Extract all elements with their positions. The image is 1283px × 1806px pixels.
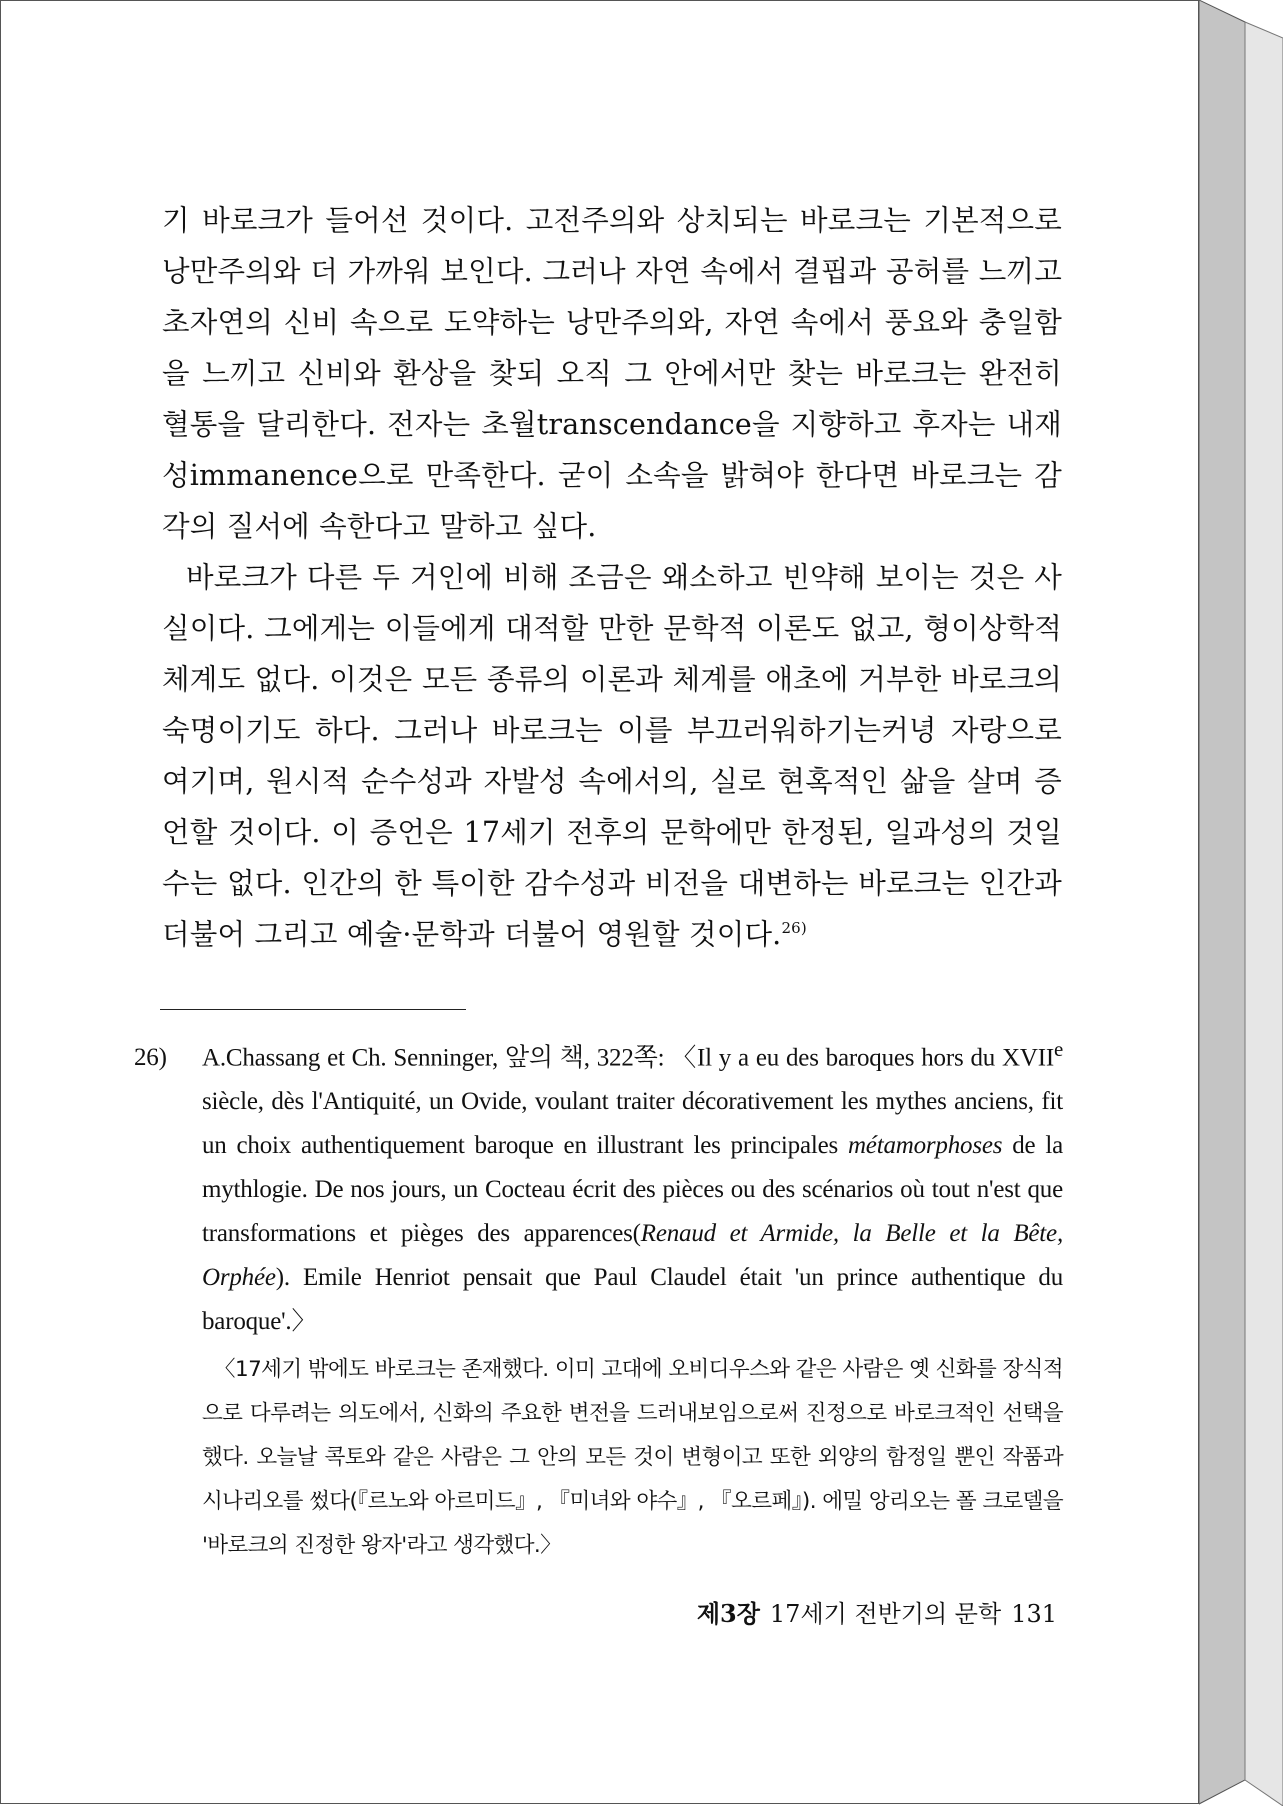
footnote-italic-1: métamorphoses (847, 1132, 1003, 1160)
footnote-text-1: siècle, dès l'Antiquité, un Ovide, voulant traiter décorativement les mythes anciens, fit un choix authentiquement baroque en illustrant les principales (202, 1088, 1063, 1160)
main-body-text (162, 195, 1062, 960)
footer-chapter: 제3장 (696, 1599, 760, 1628)
footnote-french-text (134, 1027, 1063, 1344)
footnote-text-2: de la mythlogie. De nos jours, un Cocteau écrit des pièces ou des scénarios où tout n'est que transformations et pièges des apparences( (202, 1132, 1063, 1248)
footnote-26 (134, 1027, 1063, 1568)
page-number: 131 (1011, 1600, 1057, 1628)
paragraph-1: 기 바로크가 들어선 것이다. 고전주의와 상치되는 바로크는 기본적으로 낭만주의와 더 가까워 보인다. 그러나 자연 속에서 결핍과 공허를 느끼고 초자연의 신비 속으로 도약하는 낭만주의와, 자연 속에서 풍요와 충일함을 느끼고 신비와 환상을 찾되 오직 그 안에서만 찾는 바로크는 완전히 혈통을 달리한다. 전자는 초월transcendance을 지향하고 후자는 내재성immanence으로 만족한다. 굳이 소속을 밝혀야 한다면 바로크는 감각의 질서에 속한다고 말하고 싶다. (162, 204, 1062, 543)
footnote-text-3: ). Emile Henriot pensait que Paul Claudel était 'un prince authentique du baroque'.〉 (202, 1264, 1063, 1336)
footnote-citation: A.Chassang et Ch. Senninger, 앞의 책, 322쪽: 〈Il y a eu des baroques hors du XVII (202, 1044, 1054, 1072)
footer-title: 17세기 전반기의 문학 (769, 1600, 1002, 1628)
footnote-superscript-e: e (1053, 1037, 1063, 1061)
page-3d-side (1199, 0, 1283, 1806)
footnote-italic-2: Renaud et Armide, la Belle et la Bête, Orphée (202, 1220, 1063, 1292)
footnote-number: 26) (134, 1044, 167, 1072)
running-footer (687, 1594, 1057, 1629)
footnote-reference: 26) (781, 919, 807, 937)
footnote-korean-translation: 〈17세기 밖에도 바로크는 존재했다. 이미 고대에 오비디우스와 같은 사람은 옛 신화를 장식적으로 다루려는 의도에서, 신화의 주요한 변전을 드러내보임으로써 진정으로 바로크적인 선택을 했다. 오늘날 콕토와 같은 사람은 그 안의 모든 것이 변형이고 또한 외양의 함정일 뿐인 작품과 시나리오를 썼다(『르노와 아르미드』, 『미녀와 야수』, 『오르페』). 에밀 앙리오는 폴 크로델을 '바로크의 진정한 왕자'라고 생각했다.〉 (202, 1357, 1063, 1559)
paragraph-2-text: 바로크가 다른 두 거인에 비해 조금은 왜소하고 빈약해 보이는 것은 사실이다. 그에게는 이들에게 대적할 만한 문학적 이론도 없고, 형이상학적 체계도 없다. 이것은 모든 종류의 이론과 체계를 애초에 거부한 바로크의 숙명이기도 하다. 그러나 바로크는 이를 부끄러워하기는커녕 자랑으로 여기며, 원시적 순수성과 자발성 속에서의, 실로 현혹적인 삶을 살며 증언할 것이다. 이 증언은 17세기 전후의 문학에만 한정된, 일과성의 것일 수는 없다. 인간의 한 특이한 감수성과 비전을 대변하는 바로크는 인간과 더불어 그리고 예술·문학과 더불어 영원할 것이다. (162, 561, 1062, 951)
footnote-divider (160, 1009, 466, 1010)
paragraph-2 (162, 552, 1062, 960)
